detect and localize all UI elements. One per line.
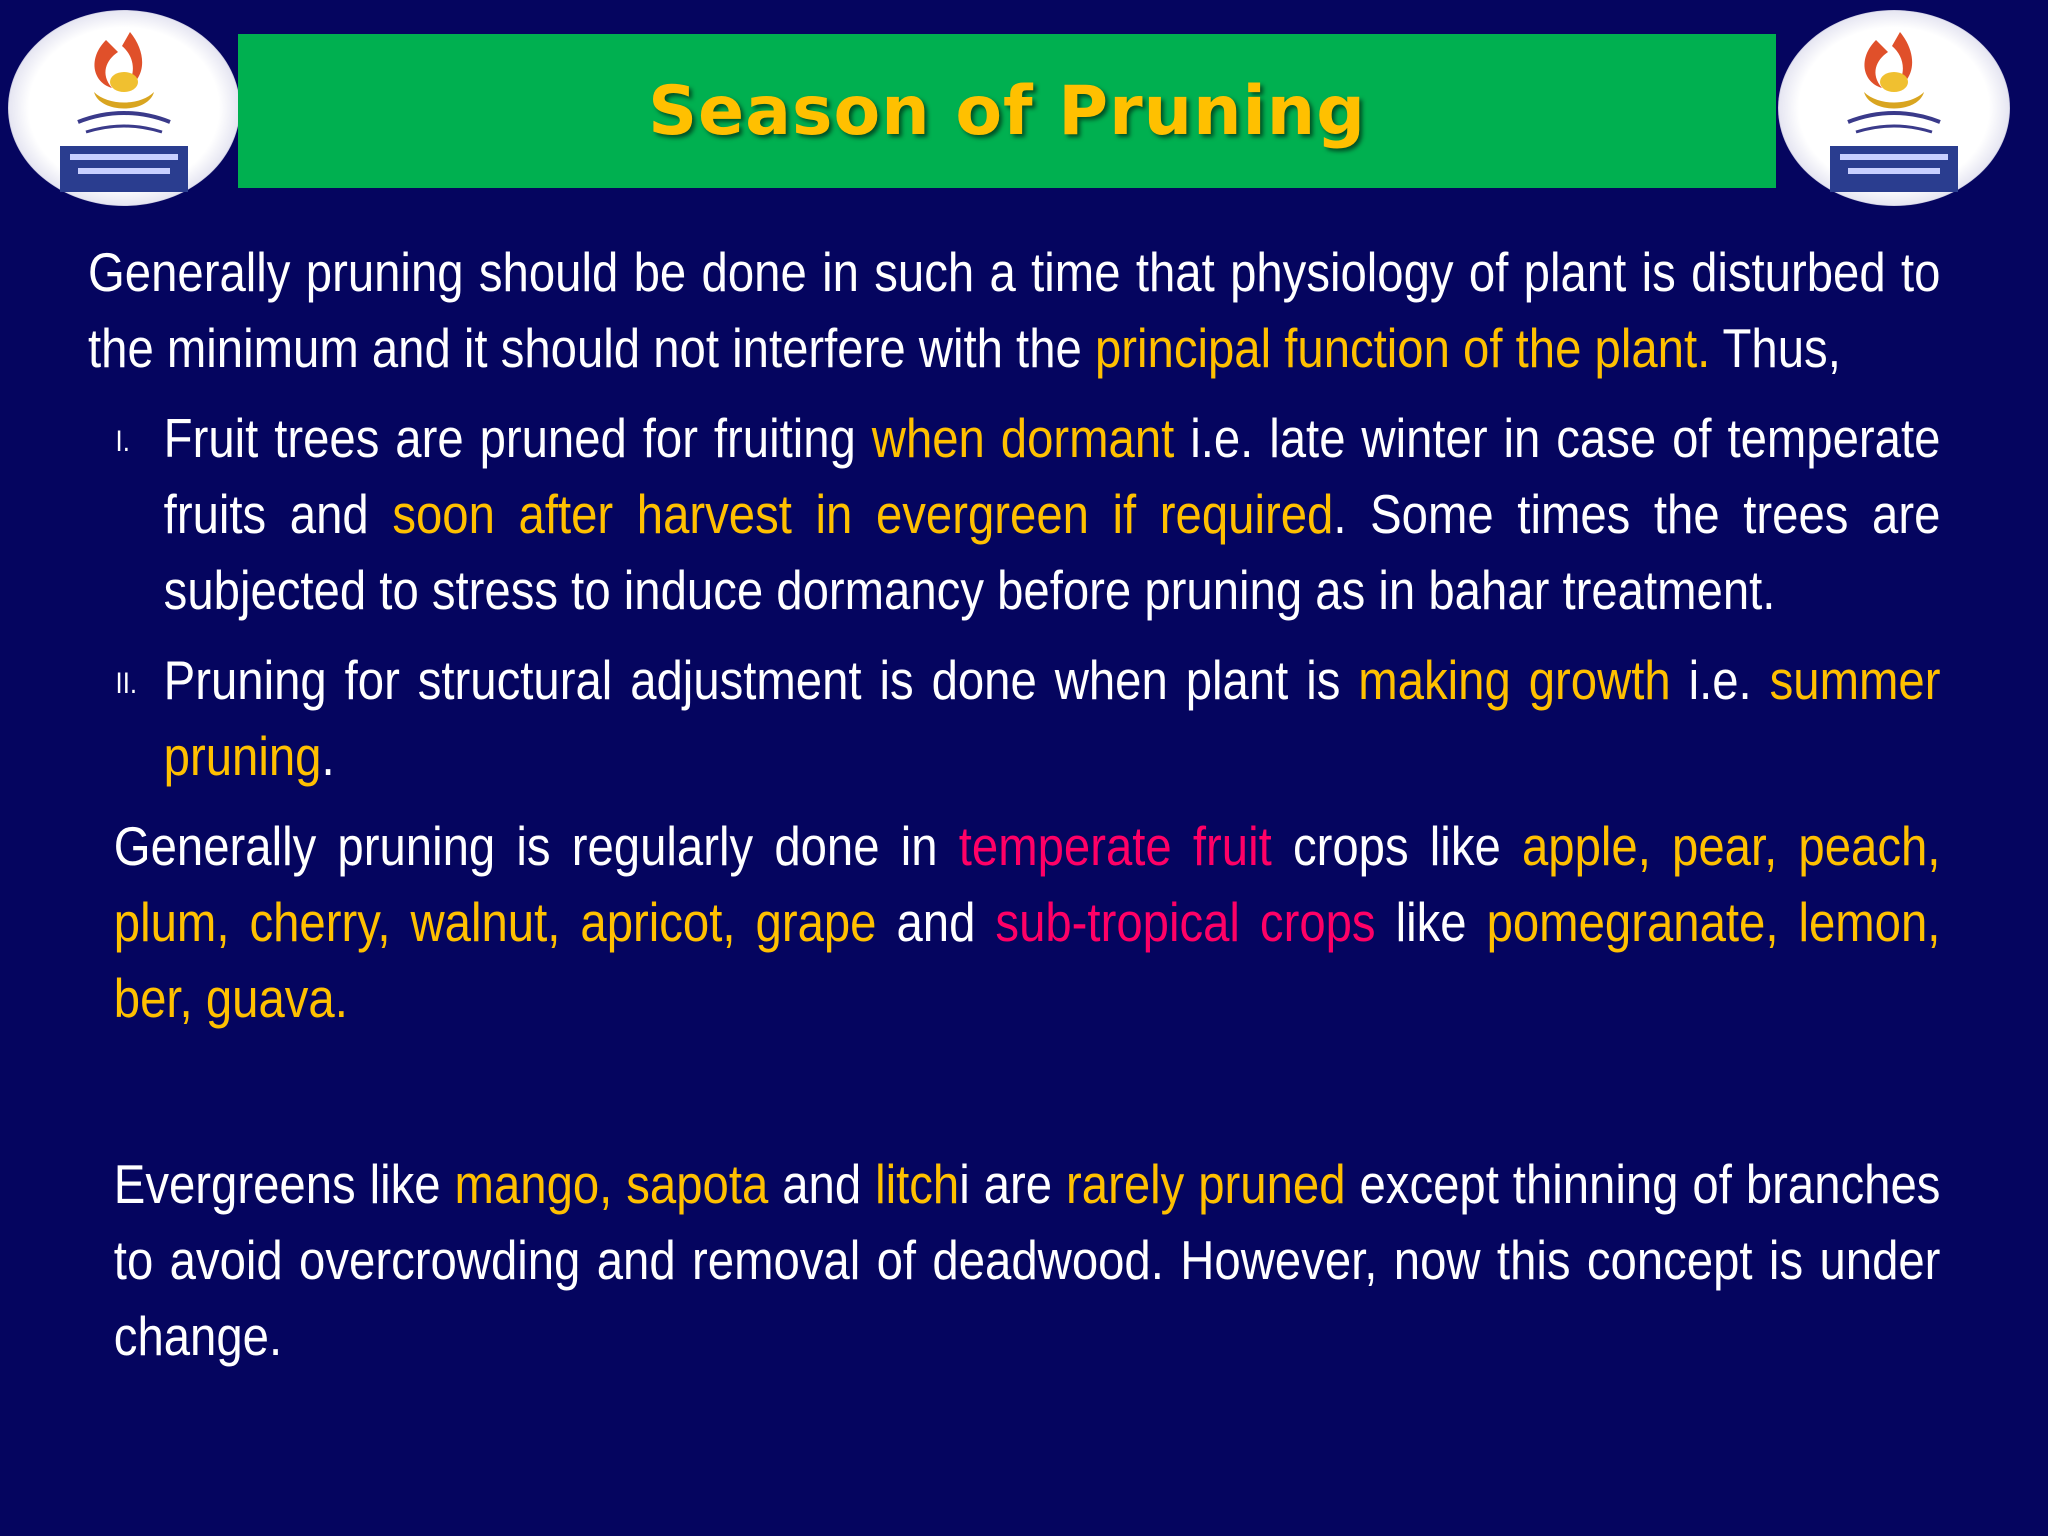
intro-highlight: principal function of the plant.: [1094, 317, 1711, 379]
item-text: Fruit trees are pruned for fruiting: [163, 407, 872, 469]
para-highlight: apple, pear, peach, plum, cherry, walnut, apricot, grape: [113, 815, 1941, 953]
para-highlight-magenta: temperate fruit: [958, 815, 1272, 877]
slide-title: Season of Pruning: [648, 71, 1366, 151]
para-text: Evergreens like: [113, 1153, 455, 1215]
university-emblem-icon: [1778, 10, 2010, 206]
para-highlight: pomegranate, lemon, ber, guava.: [113, 891, 1941, 1029]
para-highlight: mango, sapota: [454, 1153, 769, 1215]
para-text: crops like: [1271, 815, 1522, 877]
item-text: i.e.: [1670, 649, 1770, 711]
university-logo-left: [8, 10, 240, 206]
item-highlight: making growth: [1358, 649, 1671, 711]
item-highlight: summer pruning: [163, 649, 1941, 787]
university-emblem-icon: [8, 10, 240, 206]
item-text: . Some times the trees are subjected to stress to induce dormancy before pruning as in bahar treatment.: [163, 483, 1941, 621]
list-marker: II.: [115, 667, 138, 700]
item-text: .: [321, 725, 335, 787]
para-text: like: [1375, 891, 1487, 953]
intro-paragraph: [88, 234, 1940, 386]
intro-text: Generally pruning should be done in such a time that physiology of plant is disturbed to the minimum and it should not interfere with the: [88, 241, 1941, 379]
item-highlight: when dormant: [871, 407, 1175, 469]
item-highlight: soon after harvest in evergreen if required: [392, 483, 1334, 545]
university-logo-right: [1778, 10, 2010, 206]
para-text: i are: [959, 1153, 1067, 1215]
para-text: except thinning of branches to avoid overcrowding and removal of deadwood. However, now this concept is under change.: [113, 1153, 1941, 1367]
para-text: and: [876, 891, 996, 953]
intro-text-end: Thus,: [1710, 317, 1841, 379]
slide-body: [88, 234, 1940, 1374]
evergreens-paragraph: [88, 1146, 1940, 1374]
item-text: Pruning for structural adjustment is done when plant is: [163, 649, 1359, 711]
crops-paragraph: [88, 808, 1940, 1036]
item-text: i.e. late winter in case of temperate fruits and: [163, 407, 1941, 545]
list-item-1: [88, 400, 1940, 628]
para-text: and: [768, 1153, 876, 1215]
para-highlight-magenta: sub-tropical crops: [995, 891, 1376, 953]
para-highlight: litch: [875, 1153, 960, 1215]
para-highlight: rarely pruned: [1066, 1153, 1346, 1215]
title-banner: [238, 34, 1776, 188]
list-item-2: [88, 642, 1940, 794]
list-marker: I.: [115, 425, 130, 458]
para-text: Generally pruning is regularly done in: [113, 815, 959, 877]
